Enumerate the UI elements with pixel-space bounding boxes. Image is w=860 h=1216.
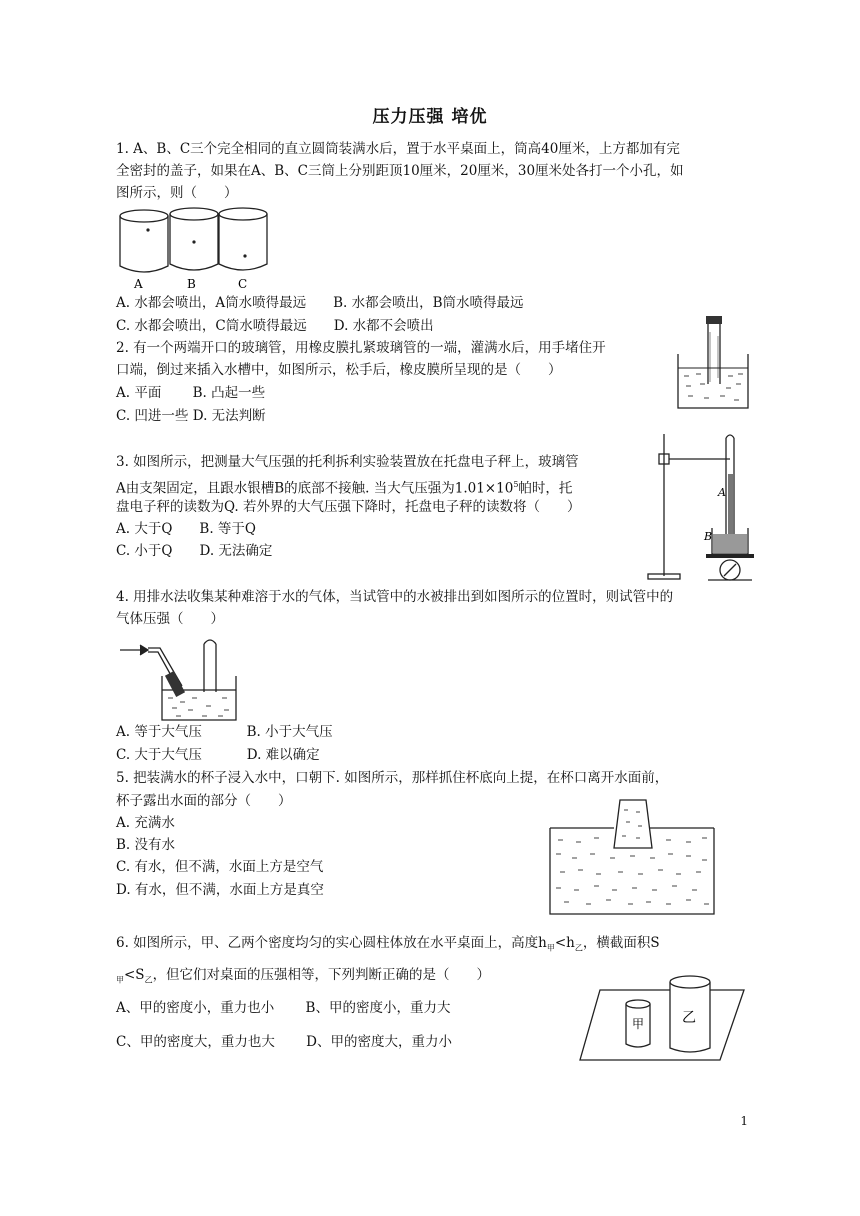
q2-tube-in-tank-figure xyxy=(674,312,752,412)
q6-line1-a: 6. 如图所示，甲、乙两个密度均匀的实心圆柱体放在水平桌面上，高度h xyxy=(116,935,547,951)
q2-option-line-2: C. 凹进一些 D. 无法判断 xyxy=(116,408,266,424)
q6-line2-b: ，但它们对桌面的压强相等，下列判断正确的是（ ） xyxy=(152,967,491,983)
q6-cylinders-on-table-figure xyxy=(578,968,746,1062)
q5-option-line-4: D. 有水，但不满，水面上方是真空 xyxy=(116,882,324,898)
q5-option-line-3: C. 有水，但不满，水面上方是空气 xyxy=(116,859,324,875)
q5-text-line-1: 5. 把装满水的杯子浸入水中，口朝下. 如图所示，那样抓住杯底向上提，在杯口离开水面前， xyxy=(116,770,669,786)
q6-text-line-2 xyxy=(116,966,490,990)
q1-text-line-1: 1. A、B、C三个完全相同的直立圆筒装满水后，置于水平桌面上，筒高40厘米，上方都加有完 xyxy=(116,141,680,157)
q6-sub-yi-2: 乙 xyxy=(144,975,153,985)
q6-label-jia: 甲 xyxy=(632,1017,645,1031)
q3-label-a: A xyxy=(718,486,726,499)
q3-option-line-1: A. 大于Q B. 等于Q xyxy=(116,521,256,537)
q4-option-line-2: C. 大于大气压 D. 难以确定 xyxy=(116,747,320,763)
q1-cylinders-figure xyxy=(112,204,272,292)
q1-text-line-3: 图所示，则（ ） xyxy=(116,185,238,201)
q3-option-line-2: C. 小于Q D. 无法确定 xyxy=(116,543,273,559)
q4-gas-collection-figure xyxy=(118,636,242,724)
q3-label-b: B xyxy=(704,530,713,543)
q2-option-line-1: A. 平面 B. 凸起一些 xyxy=(116,385,266,401)
q4-option-line-1: A. 等于大气压 B. 小于大气压 xyxy=(116,724,333,740)
q5-option-line-1: A. 充满水 xyxy=(116,815,175,831)
q6-sub-jia-2: 甲 xyxy=(116,975,124,985)
q1-label-b: B xyxy=(187,277,196,291)
q5-text-line-2: 杯子露出水面的部分（ ） xyxy=(116,793,292,809)
q6-option-line-2: C、甲的密度大，重力也大 D、甲的密度大，重力小 xyxy=(116,1034,452,1050)
q3-text-line-2 xyxy=(116,476,572,498)
q6-line2-a: <S xyxy=(124,967,145,983)
q6-line1-b: ，横截面积S xyxy=(582,935,660,951)
q6-label-yi: 乙 xyxy=(682,1010,696,1026)
q6-text-line-1 xyxy=(116,934,660,958)
q4-text-line-2: 气体压强（ ） xyxy=(116,611,224,627)
q4-text-line-1: 4. 用排水法收集某种难溶于水的气体，当试管中的水被排出到如图所示的位置时，则试管中的 xyxy=(116,589,674,605)
q2-text-line-2: 口端，倒过来插入水槽中，如图所示，松手后，橡皮膜所呈现的是（ ） xyxy=(116,362,562,378)
q3-text-line-2-tail: 帕时，托 xyxy=(518,480,573,497)
q1-option-line-2: C. 水都会喷出，C筒水喷得最远 D. 水都不会喷出 xyxy=(116,318,434,334)
q6-sub-jia: 甲 xyxy=(546,943,555,953)
q1-label-c: C xyxy=(238,277,248,291)
q6-option-line-1: A、甲的密度小，重力也小 B、甲的密度小，重力大 xyxy=(116,1000,451,1016)
q3-torricelli-figure xyxy=(646,430,756,582)
q6-sub-yi: 乙 xyxy=(574,943,583,953)
q3-text-line-1: 3. 如图所示，把测量大气压强的托利拆利实验装置放在托盘电子秤上，玻璃管 xyxy=(116,454,579,470)
q5-option-line-2: B. 没有水 xyxy=(116,837,176,853)
q1-text-line-2: 全密封的盖子，如果在A、B、C三筒上分别距顶10厘米，20厘米，30厘米处各打一个小孔，如 xyxy=(116,163,684,179)
q1-option-line-1: A. 水都会喷出，A筒水喷得最远 B. 水都会喷出，B筒水喷得最远 xyxy=(116,295,524,311)
page-number: 1 xyxy=(740,1114,748,1128)
q3-exponent: 5 xyxy=(513,480,519,489)
q3-text-line-3: 盘电子秤的读数为Q. 若外界的大气压强下降时，托盘电子秤的读数将（ ） xyxy=(116,499,581,515)
q5-cup-in-water-figure xyxy=(546,796,718,918)
q3-text-line-2-main: A由支架固定，且跟水银槽B的底部不接触. 当大气压强为1.01×10 xyxy=(116,480,514,497)
q6-lt-h: <h xyxy=(554,935,575,951)
q2-text-line-1: 2. 有一个两端开口的玻璃管，用橡皮膜扎紧玻璃管的一端，灌满水后，用手堵住开 xyxy=(116,340,606,356)
page-title: 压力压强 培优 xyxy=(372,107,488,127)
q1-label-a: A xyxy=(134,277,143,291)
